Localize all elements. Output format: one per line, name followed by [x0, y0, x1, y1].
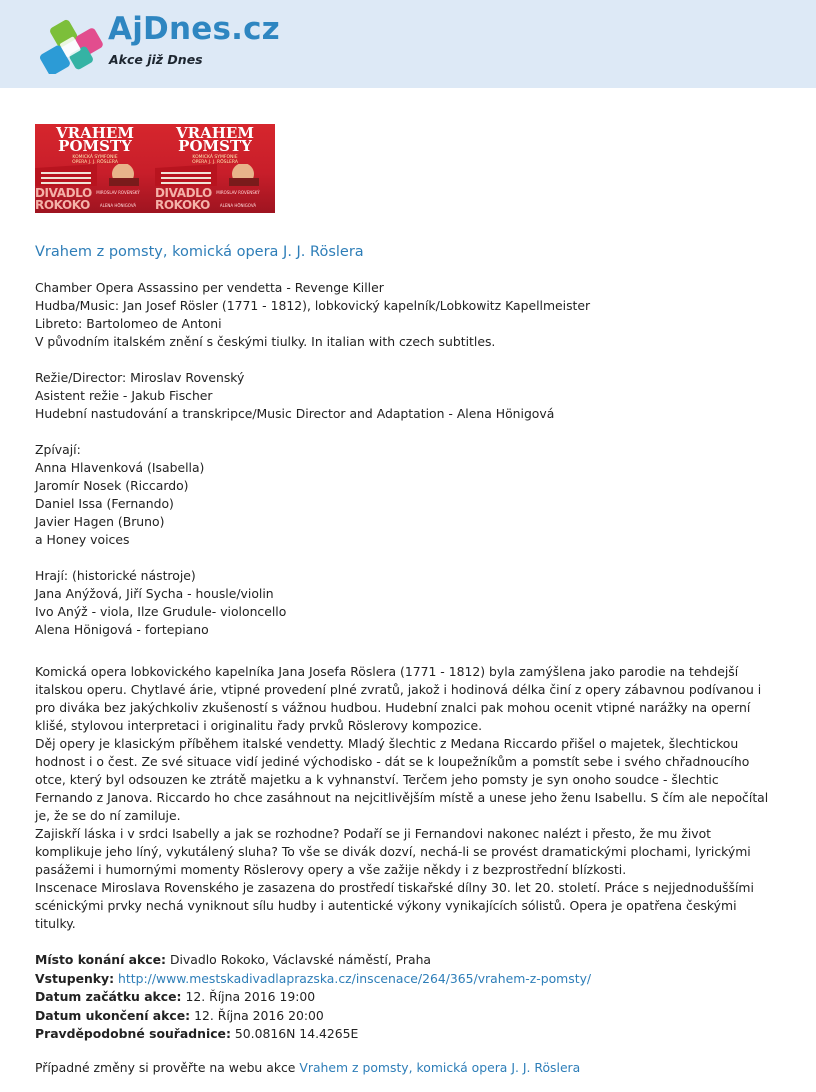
end-label: Datum ukončení akce:: [35, 1007, 191, 1023]
singers-heading: Zpívají:: [35, 442, 81, 457]
intro-line: Chamber Opera Assassino per vendetta - Revenge Killer: [35, 280, 384, 295]
player-line: Jana Anýžová, Jiří Sycha - housle/violin: [35, 586, 274, 601]
tickets-link[interactable]: http://www.mestskadivadlaprazska.cz/inscenace/264/365/vrahem-z-pomsty/: [118, 970, 592, 986]
players-heading: Hrají: (historické nástroje): [35, 568, 196, 583]
singer-line: Jaromír Nosek (Riccardo): [35, 478, 189, 493]
singer-line: a Honey voices: [35, 532, 130, 547]
event-details: [35, 951, 591, 1044]
end-row: [35, 1007, 591, 1026]
players-block: [35, 567, 286, 639]
crew-line: Hudební nastudování a transkripce/Music Director and Adaptation - Alena Hönigová: [35, 406, 555, 421]
poster-title-line2: POMSTY: [58, 137, 132, 155]
coords-label: Pravděpodobné souřadnice:: [35, 1026, 231, 1041]
crew-line: Asistent režie - Jakub Fischer: [35, 388, 213, 403]
intro-line: Hudba/Music: Jan Josef Rösler (1771 - 1812), lobkovický kapelník/Lobkowitz Kapellmeister: [35, 298, 591, 313]
crew-block: [35, 369, 554, 423]
poster-theatre-line1: DIVADLO: [155, 186, 212, 200]
singer-line: Daniel Issa (Fernando): [35, 496, 174, 511]
description-paragraph: Zajiskří láska i v srdci Isabelly a jak se rozhodne? Podaří se ji Fernandovi nakonec nalézt i přesto, že mu život komplikuje jeho líný, vykutálený sluha? To vše se divák dozví, nechá-li se provést dramatickými plochami, lyrickými pasážemi i humornými momenty Röslerovy opery a vše zažije někdy i z bezprostřední blízkosti.: [35, 826, 751, 877]
venue-row: [35, 951, 591, 970]
event-banner: [35, 124, 275, 213]
poster-right: [155, 124, 275, 213]
poster-title-line1: VRAHEM: [56, 124, 134, 142]
singers-block: [35, 441, 204, 549]
venue-label: Místo konání akce:: [35, 952, 166, 967]
description: [35, 663, 780, 933]
player-line: Ivo Anýž - viola, Ilze Grudule- violoncello: [35, 604, 287, 619]
poster-credit-line1: MIROSLAV ROVENSKÝ: [96, 190, 140, 195]
end-value: 12. Října 2016 20:00: [194, 1007, 324, 1023]
poster-subtitle-line1: KOMICKÁ SYMFONIE: [72, 155, 118, 160]
start-row: [35, 988, 591, 1007]
venue-value: Divadlo Rokoko, Václavské náměstí, Praha: [169, 952, 432, 967]
poster-credit-line2: ALENA HÖNIGOVÁ: [99, 203, 137, 208]
poster-left: [35, 124, 155, 213]
poster-theatre-line1: DIVADLO: [35, 186, 92, 200]
description-paragraph: Komická opera lobkovického kapelníka Jana Josefa Röslera (1771 - 1812) byla zamýšlena jako parodie na tehdejší italskou operu. Chytlavé árie, vtipné provedení plné zvratů, jakož i hodinová délka činí z opery zábavnou podívanou i pro diváka bez jakýchkoliv zkušeností s vážnou hudbou. Hudební znalci pak mohou ocenit vtipné narážky na operní klišé, stylovou interpretaci i originalitu řady prvků Röslerovy kompozice.: [35, 664, 762, 733]
poster-credit-line2: ALENA HÖNIGOVÁ: [219, 203, 257, 208]
coords-row: [35, 1025, 591, 1044]
singer-line: Anna Hlavenková (Isabella): [35, 460, 205, 475]
poster-credit-line1: MIROSLAV ROVENSKÝ: [216, 190, 260, 195]
poster-theatre-line2: ROKOKO: [155, 198, 210, 212]
footer-note-text: Případné změny si prověřte na webu akce: [35, 1060, 296, 1075]
intro-line: Libreto: Bartolomeo de Antoni: [35, 316, 222, 331]
poster-subtitle-line1: KOMICKÁ SYMFONIE: [192, 155, 238, 160]
crew-line: Režie/Director: Miroslav Rovenský: [35, 370, 245, 385]
poster-subtitle-line2: OPERA J. J. RÖSLERA: [72, 160, 118, 165]
coords-value: 50.0816N 14.4265E: [234, 1026, 359, 1041]
site-header: [0, 0, 816, 88]
footer-note: [35, 1059, 580, 1077]
event-web-link[interactable]: Vrahem z pomsty, komická opera J. J. Röslera: [299, 1060, 581, 1075]
description-paragraph: Inscenace Miroslava Rovenského je zasazena do prostředí tiskařské dílny 30. let 20. století. Práce s nejjednoduššími scénickými prvky nechá vyniknout sílu hudby i autentické výkony vynikajících sólistů. Opera je opatřena českými titulky.: [35, 880, 754, 931]
poster-title-line2: POMSTY: [178, 137, 252, 155]
poster-stripes: [155, 164, 275, 186]
intro-line: V původním italském znění s českými tiulky. In italian with czech subtitles.: [35, 334, 496, 349]
start-label: Datum začátku akce:: [35, 989, 182, 1004]
tickets-label: Vstupenky:: [35, 970, 115, 986]
poster-subtitle-line2: OPERA J. J. RÖSLERA: [192, 160, 238, 165]
poster-theatre-line2: ROKOKO: [35, 198, 90, 212]
logo-icon[interactable]: [34, 18, 110, 74]
start-value: 12. Října 2016 19:00: [185, 989, 316, 1004]
poster-stripes: [35, 164, 155, 186]
player-line: Alena Hönigová - fortepiano: [35, 622, 209, 637]
intro-block: [35, 279, 590, 351]
description-paragraph: Děj opery je klasickým příběhem italské vendetty. Mladý šlechtic z Medana Riccardo přišel o majetek, šlechtickou hodnost i o čest. Ze své situace vidí jediné východisko - dát se k loupežníkům a pomstít sebe i svého chřadnoucího otce, který byl odsouzen ke ztrátě majetku a k vyhnanství. Terčem jeho pomsty je syn onoho soudce - šlechtic Fernando z Janova. Riccardo ho chce zasáhnout na nejcitlivějším místě a unese jeho ženu Isabellu. S čím ale nepočítal je, že se do ní zamiluje.: [35, 736, 769, 823]
tickets-row: [35, 970, 591, 989]
site-tagline: Akce již Dnes: [109, 52, 203, 67]
event-title: Vrahem z pomsty, komická opera J. J. Röslera: [35, 244, 364, 260]
singer-line: Javier Hagen (Bruno): [35, 514, 165, 529]
site-title[interactable]: AjDnes.cz: [108, 11, 280, 47]
poster-title-line1: VRAHEM: [176, 124, 254, 142]
